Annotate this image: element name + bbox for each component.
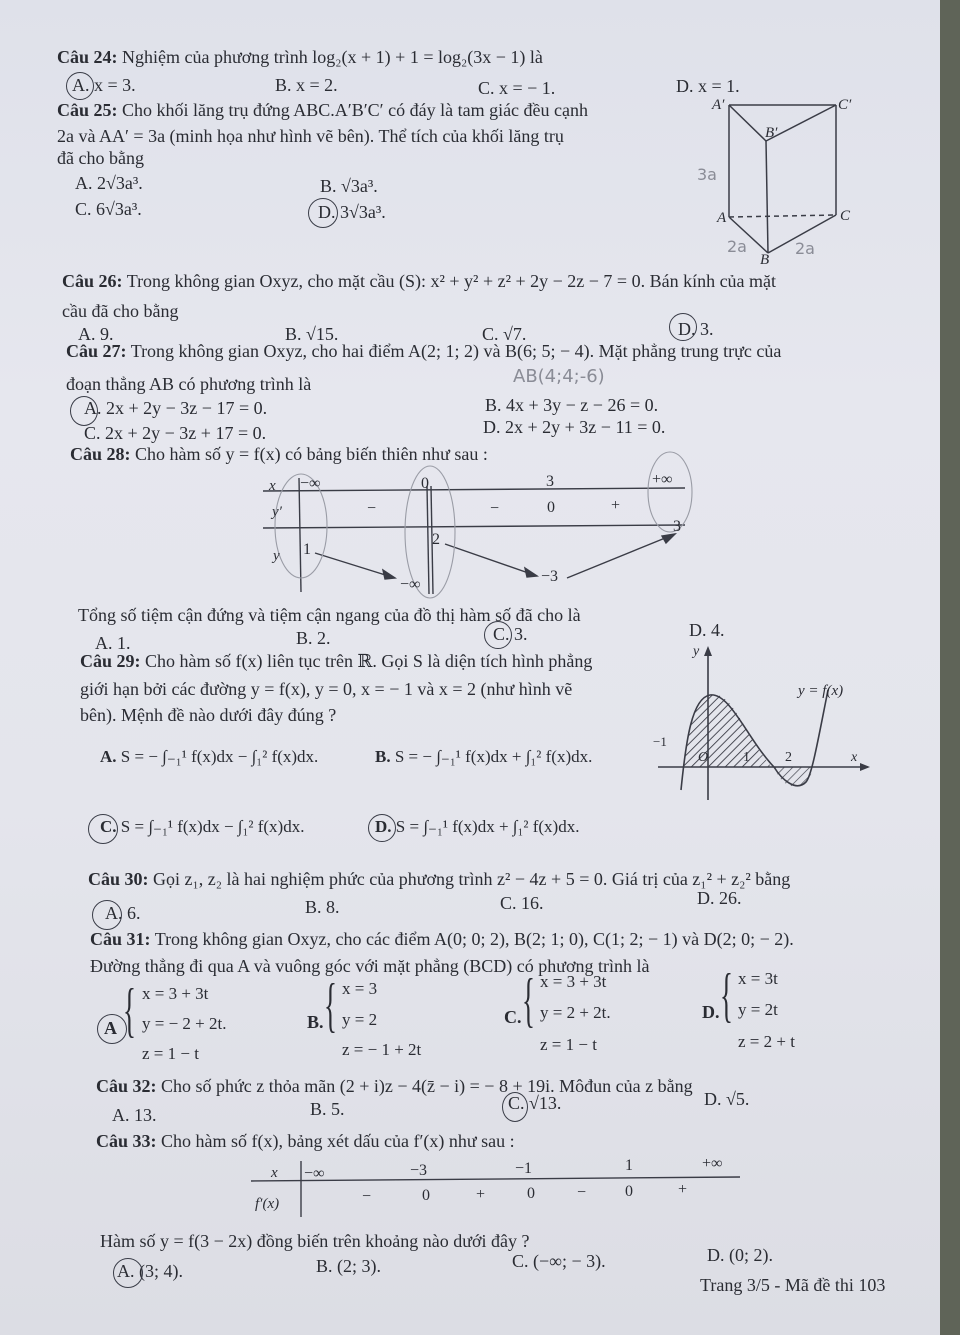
q29-stem-line3: bên). Mệnh đề nào dưới đây đúng ?: [80, 705, 337, 725]
prism-figure: [690, 95, 870, 270]
brace-icon: {: [522, 967, 535, 1033]
table-row-label: f′(x): [255, 1196, 280, 1212]
page-footer: Trang 3/5 - Mã đề thi 103: [700, 1275, 886, 1295]
vertex-label: A′: [712, 97, 725, 113]
table-sign: 0: [547, 499, 555, 516]
table-sign: +: [476, 1186, 486, 1203]
q25-option-d: D. 3√3a³.: [318, 202, 386, 222]
brace-icon: {: [324, 972, 337, 1038]
function-graph: [648, 640, 878, 780]
table-sign: −: [577, 1184, 587, 1201]
answer-circle-mark: [669, 313, 697, 341]
q24-option-d: D. x = 1.: [676, 76, 740, 96]
table-x-value: −∞: [304, 1165, 325, 1182]
q32-option-b: B. 5.: [310, 1099, 345, 1119]
table-x-value: +∞: [652, 471, 673, 488]
table-sign: 0: [527, 1185, 535, 1202]
answer-circle-mark: [368, 814, 396, 842]
variation-table: [255, 470, 695, 600]
q25-stem-line3: đã cho bằng: [57, 148, 144, 168]
table-sign: −: [490, 500, 500, 517]
table-x-value: −∞: [300, 475, 321, 492]
q26-option-c: C. √7.: [482, 324, 527, 344]
q32-option-a: A. 13.: [112, 1105, 157, 1125]
q24-option-a: A. x = 3.: [72, 75, 136, 95]
tick-label: 1: [743, 750, 750, 765]
q26-option-d: D. 3.: [678, 319, 714, 339]
q32-option-c: C. √13.: [508, 1093, 562, 1113]
table-sign: +: [611, 497, 621, 514]
answer-circle-mark: [88, 814, 118, 844]
q28-stem: Câu 28: Cho hàm số y = f(x) có bảng biến thiên như sau :: [70, 444, 488, 464]
exam-page: Câu 24: Nghiệm của phương trình log₂(x + 1) + 1 = log₂(3x − 1) là A. x = 3. B. x = 2. C. x = − 1. D. x = 1. Câu 25: Cho khối lăng trụ đứng ABC.A′B′C′ có đáy là tam giác đều cạnh 2a và AA′ = 3a (minh họa như hình vẽ bên). Thể tích của khối lăng trụ đã cho bằng A. 2√3a³. B. √3a³. C. 6√3a³. D. 3√3a³. A′ B′ C′ A B C 3a 2a 2a Câu 26: Trong không gian Oxyz, cho mặt cầu (S): x² + y² + z² + 2y − 2z − 7 = 0. Bán kính của mặt cầu đã cho bằng A. 9. B. √15. C. √7. D. 3. Câu 27: Trong không gian Oxyz, cho hai điểm A(2; 1; 2) và B(6; 5; − 4). Mặt phẳng trung trực của đoạn thẳng AB có phương trình là AB(4;4;-6) A. 2x + 2y − 3z − 17 = 0. B. 4x + 3y − z − 26 = 0. C. 2x + 2y − 3z + 17 = 0. D. 2x + 2y + 3z − 11 = 0. Câu 28: Cho hàm số y = f(x) có bảng biến thiên như sau : x y′ y −∞ 0 3 +∞ − − 0 + 1 −∞ 2 −3 3 Tổng số tiệm cận đứng và tiệm cận ngang của đồ thị hàm số đã cho là A. 1. B. 2. C. 3. D. 4. Câu 29: Cho hàm số f(x) liên tục trên ℝ. Gọi S là diện tích hình phẳng giới hạn bởi các đường y = f(x), y = 0, x = − 1 và x = 2 (như hình vẽ bên). Mệnh đề nào dưới đây đúng ? A. S = − ∫₋₁¹ f(x)dx − ∫₁² f(x)dx. B. S = − ∫₋₁¹ f(x)dx + ∫₁² f(x)dx. C. S = ∫₋₁¹ f(x)dx − ∫₁² f(x)dx. D. S = ∫₋₁¹ f(x)dx + ∫₁² f(x)dx. y x y = f(x) −1 O 1 2 Câu 30: Gọi z₁, z₂ là hai nghiệm phức của phương trình z² − 4z + 5 = 0. Giá trị của z₁² + z₂² bằng A. 6. B. 8. C. 16. D. 26. Câu 31: Trong không gian Oxyz, cho các điểm A(0; 0; 2), B(2; 1; 0), C(1; 2; − 1) và D(2; 0; − 2). Đường thẳng đi qua A và vuông góc với mặt phẳng (BCD) có phương trình là A { x = 3 + 3t y = − 2 + 2t. z = 1 − t B. { x = 3 y = 2 z = − 1 + 2t C. { x = 3 + 3t y = 2 + 2t. z = 1 − t D. { x = 3t y = 2t z = 2 + t Câu 32: Cho số phức z thỏa mãn (2 + i)z − 4(z̄ − i) = − 8 + 19i. Môđun của z bằng A. 13. B. 5. C. √13. D. √5. Câu 33: Cho hàm số f(x), bảng xét dấu của f′(x) như sau : x f′(x) −∞ −3 −1 1 +∞ − 0 + 0 − 0 + Hàm số y = f(3 − 2x) đồng biến trên khoảng nào dưới đây ? A. (3; 4). B. (2; 3). C. (−∞; − 3). D. (0; 2). Trang 3/5 - Mã đề thi 103: [0, 0, 940, 1335]
table-row-label: x: [271, 1165, 278, 1181]
table-row-label: x: [269, 478, 276, 494]
table-y-value: −3: [541, 568, 559, 585]
q30-option-b: B. 8.: [305, 897, 340, 917]
answer-circle-mark: [484, 621, 512, 649]
q33-stem: Câu 33: Cho hàm số f(x), bảng xét dấu của f′(x) như sau :: [96, 1131, 515, 1151]
q32-option-d: D. √5.: [704, 1089, 750, 1109]
q31-stem-line2: Đường thẳng đi qua A và vuông góc với mặt phẳng (BCD) có phương trình là: [90, 956, 650, 976]
curve-label: y = f(x): [798, 683, 844, 699]
table-x-value: −1: [515, 1160, 533, 1177]
answer-circle-mark: [70, 396, 98, 426]
q29-option-a: A. S = − ∫₋₁¹ f(x)dx − ∫₁² f(x)dx.: [100, 747, 319, 766]
table-sign: +: [678, 1181, 688, 1198]
q25-option-b: B. √3a³.: [320, 176, 378, 196]
q29-option-b: B. S = − ∫₋₁¹ f(x)dx + ∫₁² f(x)dx.: [375, 747, 593, 766]
tick-label: O: [698, 750, 709, 765]
table-y-value: 3: [673, 518, 681, 535]
table-x-value: +∞: [702, 1155, 723, 1172]
answer-circle-mark: [97, 1014, 127, 1044]
q31-stem-line1: Câu 31: Trong không gian Oxyz, cho các điểm A(0; 0; 2), B(2; 1; 0), C(1; 2; − 1) và D(2; 0; − 2).: [90, 929, 794, 949]
q28-option-c: C. 3.: [493, 624, 528, 644]
q29-option-c: C. S = ∫₋₁¹ f(x)dx − ∫₁² f(x)dx.: [100, 817, 305, 836]
handwritten-note: AB(4;4;-6): [513, 366, 605, 387]
table-sign: −: [367, 500, 377, 517]
table-y-value: −∞: [400, 576, 421, 593]
q28-option-a: A. 1.: [95, 633, 131, 653]
table-sign: 0: [625, 1183, 633, 1200]
q26-option-b: B. √15.: [285, 324, 339, 344]
table-row-label: y: [273, 548, 280, 564]
answer-circle-mark: [308, 198, 338, 228]
vertex-label: A: [717, 210, 727, 226]
q25-option-a: A. 2√3a³.: [75, 173, 143, 193]
q28-option-b: B. 2.: [296, 628, 331, 648]
q24-option-b: B. x = 2.: [275, 75, 338, 95]
answer-circle-mark: [502, 1092, 528, 1122]
q33-option-b: B. (2; 3).: [316, 1256, 381, 1276]
q33-option-c: C. (−∞; − 3).: [512, 1251, 606, 1271]
q27-option-b: B. 4x + 3y − z − 26 = 0.: [485, 395, 659, 415]
q24-option-c: C. x = − 1.: [478, 78, 556, 98]
q29-stem-line1: Câu 29: Cho hàm số f(x) liên tục trên ℝ. Gọi S là diện tích hình phẳng: [80, 651, 593, 671]
vertex-label: C: [840, 208, 851, 224]
table-x-value: 1: [625, 1157, 633, 1174]
q27-stem-line1: Câu 27: Trong không gian Oxyz, cho hai điểm A(2; 1; 2) và B(6; 5; − 4). Mặt phẳng trung trực của: [66, 341, 782, 361]
answer-circle-mark: [92, 900, 122, 930]
vertex-label: B: [760, 252, 770, 268]
q33-question: Hàm số y = f(3 − 2x) đồng biến trên khoảng nào dưới đây ?: [100, 1231, 530, 1251]
table-x-value: −3: [410, 1162, 428, 1179]
q27-stem-line2: đoạn thẳng AB có phương trình là: [66, 374, 312, 394]
q27-option-a: A. 2x + 2y − 3z − 17 = 0.: [84, 398, 268, 418]
q33-option-d: D. (0; 2).: [707, 1245, 773, 1265]
table-x-value: 3: [546, 473, 554, 490]
q28-question: Tổng số tiệm cận đứng và tiệm cận ngang của đồ thị hàm số đã cho là: [78, 605, 581, 625]
table-x-value: 0: [421, 475, 429, 492]
brace-icon: {: [720, 962, 733, 1028]
q33-option-a: A. (3; 4).: [117, 1261, 183, 1281]
axis-label-y: y: [693, 644, 700, 659]
table-y-value: 1: [303, 541, 311, 558]
q25-option-c: C. 6√3a³.: [75, 199, 142, 219]
handwritten-note: 2a: [795, 239, 815, 258]
q29-option-d: D. S = ∫₋₁¹ f(x)dx + ∫₁² f(x)dx.: [375, 817, 580, 836]
handwritten-note: 2a: [727, 237, 747, 256]
table-sign: −: [362, 1188, 372, 1205]
q27-option-d: D. 2x + 2y + 3z − 11 = 0.: [483, 417, 666, 437]
answer-circle-mark: [66, 72, 94, 100]
q27-option-c: C. 2x + 2y − 3z + 17 = 0.: [84, 423, 267, 443]
tick-label: −1: [653, 734, 667, 749]
brace-icon: {: [123, 977, 136, 1043]
handwritten-note: 3a: [697, 165, 717, 184]
tick-label: 2: [785, 750, 792, 765]
q26-stem-line2: cầu đã cho bằng: [62, 301, 179, 321]
q25-stem-line2: 2a và AA′ = 3a (minh họa như hình vẽ bên). Thể tích của khối lăng trụ: [57, 126, 564, 146]
answer-circle-mark: [113, 1258, 143, 1288]
q30-option-d: D. 26.: [697, 888, 742, 908]
q28-option-d: D. 4.: [689, 620, 725, 640]
q32-stem: Câu 32: Cho số phức z thỏa mãn (2 + i)z − 4(z̄ − i) = − 8 + 19i. Môđun của z bằng: [96, 1076, 693, 1096]
q30-option-a: A. 6.: [105, 903, 141, 923]
q25-stem-line1: Câu 25: Cho khối lăng trụ đứng ABC.A′B′C′ có đáy là tam giác đều cạnh: [57, 100, 589, 120]
table-row-label: y′: [272, 504, 282, 520]
vertex-label: B′: [765, 125, 778, 141]
q26-option-a: A. 9.: [78, 324, 114, 344]
q26-stem-line1: Câu 26: Trong không gian Oxyz, cho mặt cầu (S): x² + y² + z² + 2y − 2z − 7 = 0. Bán kính của mặt: [62, 271, 777, 291]
vertex-label: C′: [838, 97, 852, 113]
table-y-value: 2: [432, 531, 440, 548]
q30-stem: Câu 30: Gọi z₁, z₂ là hai nghiệm phức của phương trình z² − 4z + 5 = 0. Giá trị của z₁² + z₂² bằng: [88, 869, 791, 889]
q24-stem: Câu 24: Nghiệm của phương trình log₂(x + 1) + 1 = log₂(3x − 1) là: [57, 47, 543, 67]
axis-label-x: x: [851, 750, 858, 765]
q30-option-c: C. 16.: [500, 893, 544, 913]
q29-stem-line2: giới hạn bởi các đường y = f(x), y = 0, x = − 1 và x = 2 (như hình vẽ: [80, 679, 573, 699]
table-sign: 0: [422, 1187, 430, 1204]
